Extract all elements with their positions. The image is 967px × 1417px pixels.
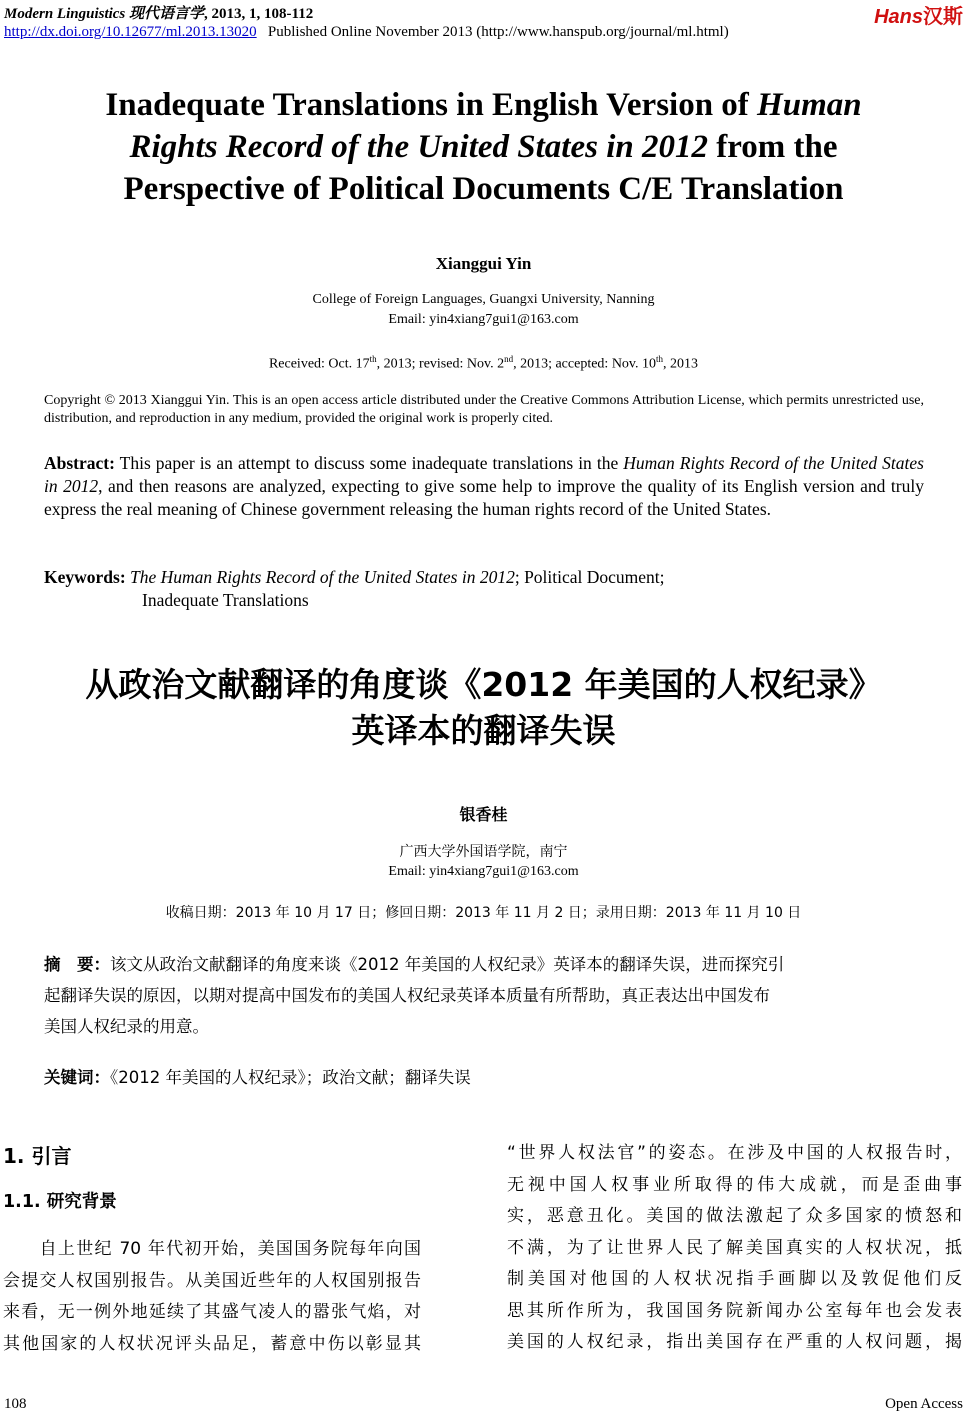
journal-header bbox=[4, 2, 313, 23]
keywords-en bbox=[44, 566, 924, 612]
keywords-cn-label: 关键词： bbox=[44, 1068, 110, 1087]
logo-cn: 汉斯 bbox=[923, 4, 963, 28]
paper-title-cn bbox=[0, 662, 967, 754]
keywords-label: Keywords: bbox=[44, 567, 126, 587]
keywords-cn-text: 《2012 年美国的人权纪录》；政治文献；翻译失误 bbox=[110, 1068, 471, 1087]
body-line: 其他国家的人权状况评头品足，蓄意中伤以彰显其 bbox=[3, 1333, 421, 1354]
title-part: from the Perspective of Political Documents C/E Translation bbox=[123, 129, 844, 207]
abstract-text: This paper is an attempt to discuss some inadequate translations in the bbox=[114, 453, 624, 473]
keyword: Inadequate Translations bbox=[142, 590, 309, 610]
abstract-en bbox=[44, 452, 924, 521]
title-cn-line: 从政治文献翻译的角度谈《2012 年美国的人权纪录》 bbox=[85, 665, 882, 704]
logo-en: Hans bbox=[874, 6, 923, 28]
subsection-heading: 1.1. 研究背景 bbox=[3, 1192, 117, 1212]
author-en: Xianggui Yin bbox=[435, 254, 532, 273]
keyword: ; Political Document; bbox=[514, 567, 665, 587]
body-line: 制美国对他国的人权状况指手画脚以及敦促他们反 bbox=[507, 1269, 962, 1289]
journal-issue: , 2013, 1, 108-112 bbox=[204, 6, 314, 22]
body-line: 会提交人权国别报告。从美国近些年的人权国别报告 bbox=[3, 1270, 421, 1291]
abstract-text: , and then reasons are analyzed, expecting to give some help to improve the quality of its English version and truly express the real meaning of Chinese government releasing the human rights record of the United States. bbox=[44, 476, 924, 519]
body-line: 不满，为了让世界人民了解美国真实的人权状况，抵 bbox=[507, 1237, 962, 1258]
title-cn-line: 英译本的翻译失误 bbox=[351, 711, 616, 750]
journal-name: Modern Linguistics 现代语言学 bbox=[4, 6, 205, 22]
received-dates: Received: Oct. 17th, 2013; revised: Nov. 2nd, 2013; accepted: Nov. 10th, 2013 bbox=[268, 354, 699, 372]
doi-line bbox=[4, 24, 729, 41]
body-line: 自上世纪 70 年代初开始，美国国务院每年向国 bbox=[3, 1239, 421, 1259]
title-italic: Human Rights Record of the United States in 2012 bbox=[129, 87, 862, 165]
doi-link[interactable]: http://dx.doi.org/10.12677/ml.2013.13020 bbox=[4, 24, 257, 40]
email-en: Email: yin4xiang7gui1@163.com bbox=[388, 312, 579, 327]
abstract-cn bbox=[44, 949, 924, 1042]
body-column-right bbox=[507, 1138, 962, 1359]
body-line: 实，恶意丑化。美国的做法激起了众多国家的愤怒和 bbox=[507, 1206, 962, 1226]
section-heading: 1. 引言 bbox=[3, 1144, 72, 1168]
body-line: 思其所作所为，我国国务院新闻办公室每年也会发表 bbox=[507, 1300, 962, 1321]
published-info: Published Online November 2013 (http://www.hanspub.org/journal/ml.html) bbox=[267, 24, 729, 40]
email-cn: Email: yin4xiang7gui1@163.com bbox=[388, 864, 579, 879]
body-line: 来看，无一例外地延续了其盛气凌人的嚣张气焰，对 bbox=[3, 1302, 421, 1322]
hans-logo bbox=[874, 0, 963, 29]
copyright: Copyright © 2013 Xianggui Yin. This is an open access article distributed under the Creative Commons Attribution License, which permits unrestricted use, distribution, and reproduction in any medium, provided the original work is properly cited. bbox=[44, 393, 924, 426]
body-line: 美国的人权纪录，指出美国存在严重的人权问题，揭 bbox=[507, 1332, 962, 1352]
keyword: The Human Rights Record of the United States in 2012 bbox=[130, 567, 515, 587]
abstract-cn-line: 起翻译失误的原因，以期对提高中国发布的美国人权纪录英译本质量有所帮助，真正表达出中国发布 bbox=[44, 986, 770, 1005]
author-cn: 银香桂 bbox=[459, 805, 508, 824]
affiliation-en: College of Foreign Languages, Guangxi University, Nanning bbox=[312, 292, 655, 307]
affiliation-cn: 广西大学外国语学院，南宁 bbox=[399, 844, 568, 860]
body-line: 无视中国人权事业所取得的伟大成就，而是歪曲事 bbox=[507, 1174, 962, 1195]
title-part: Inadequate Translations in English Version of bbox=[105, 87, 758, 123]
body-line: “世界人权法官”的姿态。在涉及中国的人权报告时， bbox=[507, 1143, 962, 1163]
body-column-left bbox=[3, 1234, 421, 1360]
abstract-cn-label: 摘 要： bbox=[44, 955, 110, 974]
abstract-cn-text: 该文从政治文献翻译的角度来谈《2012 年美国的人权纪录》英译本的翻译失误，进而探究引 bbox=[110, 955, 785, 974]
paper-title-en bbox=[0, 84, 967, 210]
open-access-label: Open Access bbox=[885, 1396, 963, 1412]
keywords-cn bbox=[44, 1062, 924, 1093]
page-number: 108 bbox=[4, 1396, 27, 1412]
abstract-label: Abstract: bbox=[44, 453, 115, 473]
abstract-italic: Human Rights Record of the United States in 2012 bbox=[44, 453, 924, 496]
abstract-cn-line bbox=[44, 949, 924, 980]
dates-cn: 收稿日期：2013 年 10 月 17 日；修回日期：2013 年 11 月 2 日；录用日期：2013 年 11 月 10 日 bbox=[165, 905, 802, 921]
abstract-cn-line: 美国人权纪录的用意。 bbox=[44, 1017, 209, 1036]
